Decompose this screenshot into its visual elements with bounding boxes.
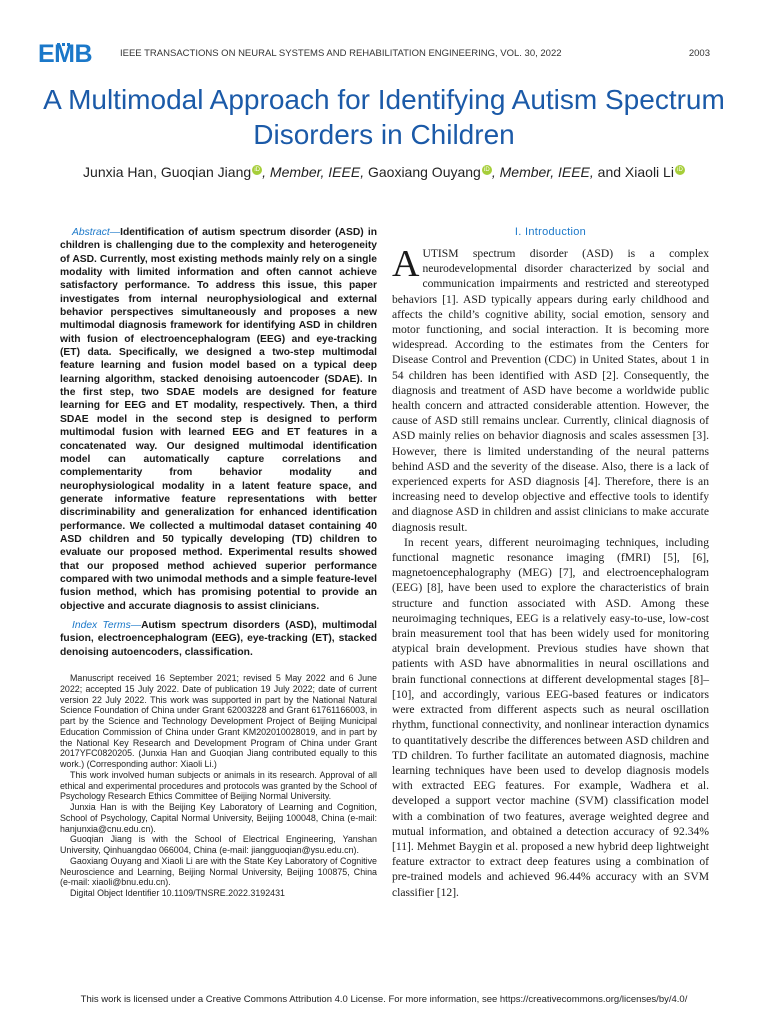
- paragraph-text: UTISM spectrum disorder (ASD) is a complex neurodevelopmental disorder characterized by social and communication impairments and restricted and stereotyped behaviors [1]. ASD typically appears during early childhood and affects the child’s cognitive ability, social emotion, sensory and motor functioning, and social interaction. It is becoming more widespread. According to the estimates from the Centers for Disease Control and Prevention (CDC) in United States, about 1 in 54 children has been identified with ASD [2]. Consequently, the diagnosis and treatment of ASD have become a worldwide public health concern and attracted considerable attention. However, the cause of ASD still remains unclear. Currently, clinical diagnosis of ASD mainly relies on behavior diagnosis and scales assessmen [3]. However, there is limited understanding of the neural patterns behind ASD and the severity of the disease. Also, there is a lack of experienced experts for ASD diagnosis [4]. Therefore, there is an increasing need to develop objective and effective tools to identify and diagnose ASD in children and assist clinicians to make accurate diagnosis result.: [392, 247, 709, 534]
- orcid-icon[interactable]: iD: [482, 165, 492, 175]
- footnote: Junxia Han is with the Beijing Key Laboratory of Learning and Cognition, School of Psychology, Capital Normal University, Beijing 100048, China (e-mail: hanjunxia@cnu.edu.cn).: [60, 802, 377, 834]
- author-name: and Xiaoli Li: [597, 164, 674, 180]
- orcid-icon[interactable]: iD: [252, 165, 262, 175]
- abstract-text: Identification of autism spectrum disorder (ASD) in children is challenging due to the complexity and heterogeneity of ASD. Currently, most existing methods mainly rely on a single modality with limited information and often cannot achieve satisfactory performance. To address this issue, this paper investigates from internal neurophysiological and external behavior perspectives simultaneously and proposes a new multimodal diagnosis framework for identifying ASD in children with fusion of electroencephalogram (EEG) and eye-tracking (ET) data. Specifically, we designed a two-step multimodal feature learning and fusion model based on a typical deep learning algorithm, stacked denoising autoencoder (SDAE). In the first step, two SDAE models are designed for feature learning for EEG and ET modality, respectively. Then, a third SDAE model in the second step is designed to perform multimodal fusion with learned EEG and ET features in a concatenated way. Our designed multimodal identification model can automatically capture correlations and complementarity from behavior modality and neurophysiological modality in a latent feature space, and generate informative feature representations with better discriminability and generalization for enhanced identification performance. We collected a multimodal dataset containing 40 ASD children and 50 typically developing (TD) children to evaluate our proposed method. Experimental results showed that our proposed method achieved superior performance compared with two unimodal methods and a simple feature-level fusion method, which has promising potential to provide an objective and accurate diagnosis to assist clinicians.: [60, 227, 377, 612]
- doi-line: Digital Object Identifier 10.1109/TNSRE.2022.3192431: [70, 888, 285, 898]
- emb-logo: EMB: [38, 40, 93, 68]
- footnote: This work involved human subjects or animals in its research. Approval of all ethical and experimental procedures and protocols was granted by the School of Psychology Research Ethics Committee of Beijing Normal University.: [60, 769, 377, 802]
- author-name: Guoqian Jiang: [160, 164, 252, 180]
- index-terms: [60, 619, 377, 659]
- section-heading: I. Introduction: [514, 226, 587, 238]
- author-affil: , Member, IEEE,: [491, 164, 598, 180]
- author-name: Junxia Han,: [83, 164, 161, 180]
- orcid-icon[interactable]: iD: [675, 165, 685, 175]
- intro-paragraph-2: In recent years, different neuroimaging techniques, including functional magnetic resonance imaging (fMRI) [5], [6], magnetoencephalography (MEG) [7], and electroencephalogram (EEG) [8], have been used to explore the characteristics of brain structure and function associated with ASD. Among these neuroimaging techniques, EEG is a relatively easy-to-use, low-cost brain measurement tool that has been widely used for monitoring atypical brain development. Previous studies have shown that patients with ASD have abnormalities in neural oscillations and brain functional connections at different developmental stages [8]–[10], and accordingly, various EEG-based features or indicators were extracted from different aspects such as neural oscillation rhythm, functional connectivity, and nonlinear interaction dynamics to quantitatively describe the differences between ASD children and TD children. To further facilitate an automated diagnosis, machine learning techniques have been used to develop diagnosis models with extracted EEG features. For example, Wadhera et al. developed a support vector machine (SVM) classification model with a combination of two features, average weighted degree and mutual information, and obtained a detection accuracy of 92.34% [11]. Mehmet Baygin et al. proposed a new hybrid deep lightweight feature extractor to extract deep features using a combination of pre-trained models and achieved 96.44% accuracy with an SVM classifier [12].: [392, 535, 709, 899]
- running-head: IEEE TRANSACTIONS ON NEURAL SYSTEMS AND REHABILITATION ENGINEERING, VOL. 30, 2022: [120, 48, 562, 59]
- author-name: Gaoxiang Ouyang: [367, 164, 481, 180]
- intro-paragraph-1: [392, 243, 709, 535]
- footnote: Guoqian Jiang is with the School of Electrical Engineering, Yanshan University, Qinhuangdao 066004, China (e-mail: jiangguoqian@ysu.edu.cn).: [60, 834, 377, 855]
- footnotes: [60, 673, 377, 899]
- author-line: [40, 164, 728, 180]
- left-column: [60, 226, 377, 899]
- footnote: Gaoxiang Ouyang and Xiaoli Li are with the State Key Laboratory of Cognitive Neuroscience and Learning, Beijing Normal University, Beijing 100875, China (e-mail: xiaoli@bnu.edu.cn).: [60, 855, 377, 888]
- abstract: [60, 226, 377, 613]
- abstract-label: Abstract—: [72, 227, 121, 238]
- dropcap: A: [392, 243, 420, 285]
- right-column: [392, 226, 709, 900]
- page-number: 2003: [688, 48, 710, 59]
- footnote: Manuscript received 16 September 2021; revised 5 May 2022 and 6 June 2022; accepted 15 July 2022. Date of publication 19 July 2022; date of current version 22 July 2022. This work was supported in part by the National Natural Science Foundation of China under Grant 62003228 and Grant 61761166003, in part by the Science and Technology Development Project of Beijing Municipal Education Commission of China under Grant KM202010028019, and in part by the National Key Research and Development Program of China under Grant 2017YFC0820205. (Junxia Han and Guoqian Jiang contributed equally to this work.) (Corresponding author: Xiaoli Li.): [60, 673, 377, 769]
- paper-title: A Multimodal Approach for Identifying Autism Spectrum Disorders in Children: [43, 84, 725, 150]
- index-terms-text: Autism spectrum disorders (ASD), multimodal fusion, electroencephalogram (EEG), eye-tracking (ET), stacked denoising autoencoders, classification.: [60, 619, 377, 658]
- logo-dots-icon: [57, 33, 73, 37]
- license-footer: This work is licensed under a Creative Commons Attribution 4.0 License. For more information, see https://creativecommons.org/licenses/by/4.0/: [80, 994, 688, 1005]
- index-terms-label: Index Terms—: [72, 619, 142, 631]
- author-affil: , Member, IEEE,: [262, 164, 368, 180]
